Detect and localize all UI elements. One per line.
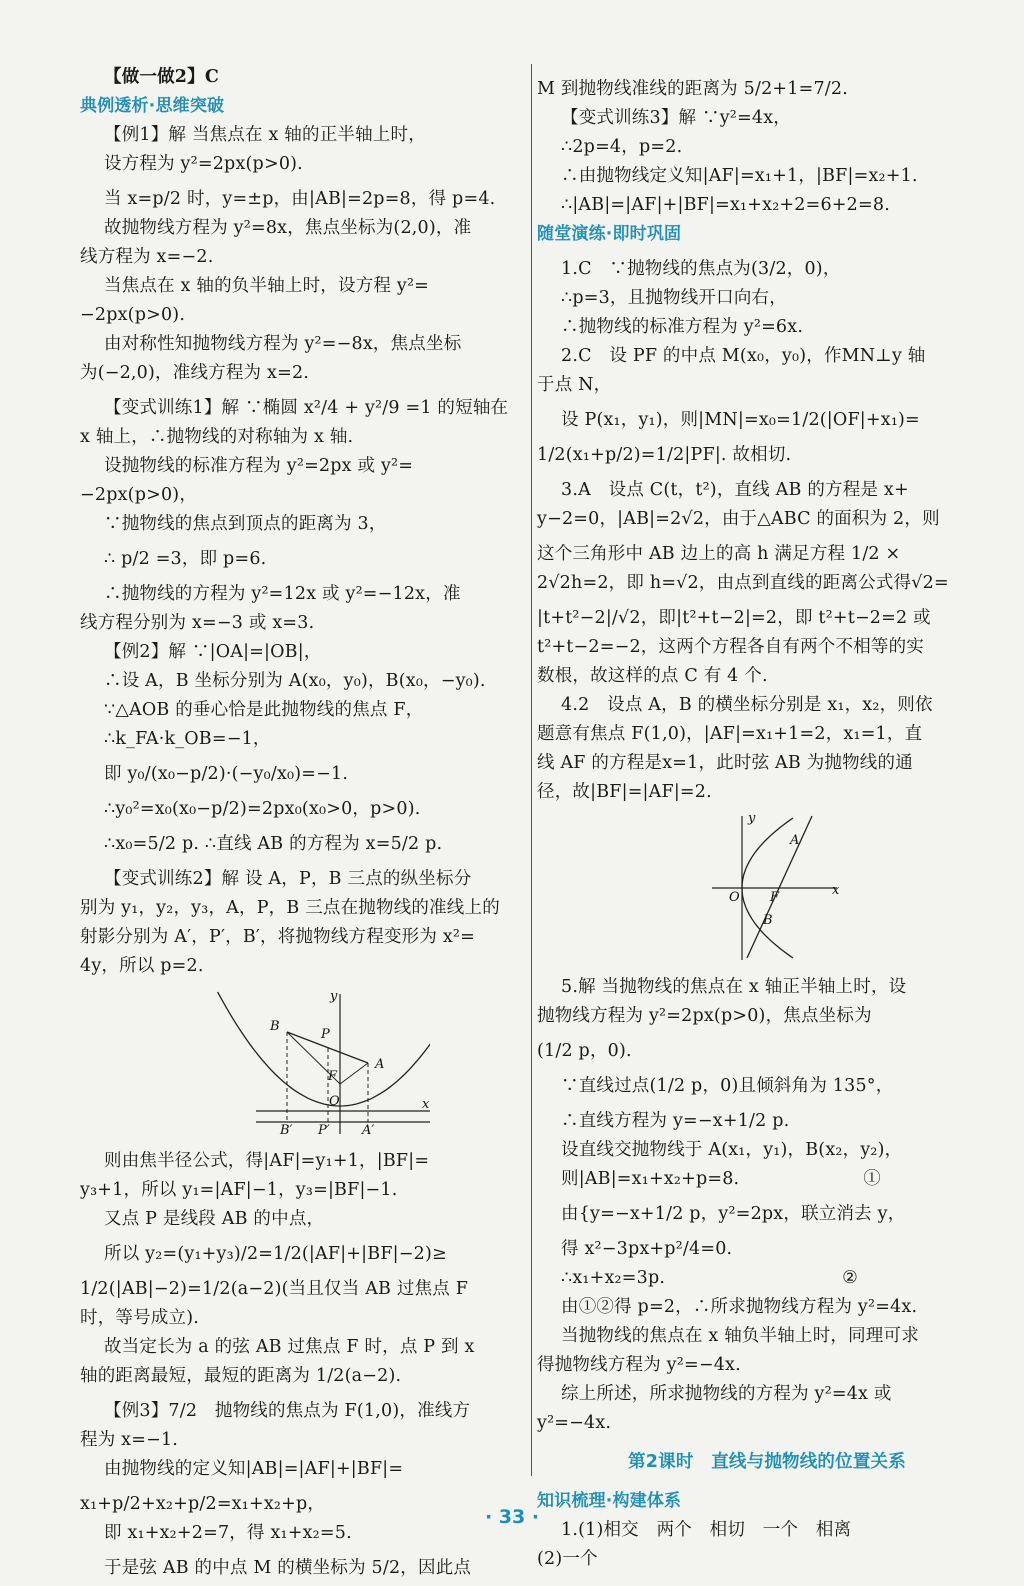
parabola-figure-1: [130, 986, 430, 1136]
label-b-prime: B′: [280, 1123, 293, 1136]
text-line: 则由焦半径公式，得|AF|=y₁+1，|BF|=: [104, 1151, 430, 1171]
text-line: 别为 y₁，y₂，y₃，A，P，B 三点在抛物线的准线上的: [80, 898, 500, 918]
text-line: (2)一个: [537, 1549, 598, 1569]
text-line: 【例2】解 ∵|OA|=|OB|，: [104, 642, 322, 662]
lesson-title: 第2课时 直线与抛物线的位置关系: [628, 1452, 906, 1472]
text-line: 抛物线方程为 y²=2px(p>0)，焦点坐标为: [537, 1006, 872, 1026]
section-heading: 随堂演练·即时巩固: [537, 224, 682, 244]
text-line: 【变式训练3】解 ∵y²=4x，: [561, 108, 791, 128]
text-line: ∴p=3，且抛物线开口向右，: [561, 288, 787, 308]
text-line: 即 y₀/(x₀−p/2)·(−y₀/x₀)=−1.: [104, 764, 349, 784]
text-line: 线方程分别为 x=−3 或 x=3.: [80, 613, 315, 633]
text-line: 程为 x=−1.: [80, 1430, 179, 1450]
label-x: x: [832, 883, 840, 898]
text-line: 5.解 当抛物线的焦点在 x 轴正半轴上时，设: [561, 977, 907, 997]
text-line: 轴的距离最短，最短的距离为 1/2(a−2).: [80, 1366, 402, 1386]
text-line: x 轴上，∴抛物线的对称轴为 x 轴.: [80, 427, 354, 447]
left-column: [80, 66, 526, 1586]
label-b: B: [270, 1019, 280, 1034]
text-line: t²+t−2=−2，这两个方程各自有两个不相等的实: [537, 637, 924, 657]
text-line: 当抛物线的焦点在 x 轴负半轴上时，同理可求: [561, 1326, 919, 1346]
text-line: y₃+1，所以 y₁=|AF|−1，y₃=|BF|−1.: [80, 1180, 398, 1200]
label-p-prime: P′: [318, 1123, 330, 1136]
label-a-prime: A′: [362, 1123, 375, 1136]
text-line: ∴2p=4，p=2.: [561, 137, 683, 157]
text-line: 由{y=−x+1/2 p，y²=2px，联立消去 y，: [561, 1204, 906, 1224]
label-a: A: [375, 1057, 385, 1072]
text-line: ∴设 A，B 坐标分别为 A(x₀，y₀)，B(x₀，−y₀).: [104, 671, 486, 691]
text-line: y−2=0，|AB|=2√2，由于△ABC 的面积为 2，则: [537, 509, 940, 529]
text-line: 当 x=p/2 时，y=±p，由|AB|=2p=8，得 p=4.: [104, 189, 496, 209]
figure: [537, 812, 997, 966]
text-line: 这个三角形中 AB 边上的高 h 满足方程 1/2 ×: [537, 544, 901, 564]
text-line: ∴由抛物线定义知|AF|=x₁+1，|BF|=x₂+1.: [561, 166, 918, 186]
text-line: 【例1】解 当焦点在 x 轴的正半轴上时，: [104, 125, 426, 145]
label-o: O: [729, 890, 740, 905]
section-heading: 典例透析·思维突破: [80, 96, 225, 116]
text-line: 数根，故这样的点 C 有 4 个.: [537, 666, 768, 686]
page-number: · 33 ·: [484, 1506, 540, 1528]
text-line: ∴直线方程为 y=−x+1/2 p.: [561, 1111, 790, 1131]
text-line: 由①②得 p=2，∴所求抛物线方程为 y²=4x.: [561, 1297, 918, 1317]
text-line: 4y，所以 p=2.: [80, 956, 204, 976]
text-line: ∴k_FA·k_OB=−1，: [104, 729, 271, 749]
text-line: 由对称性知抛物线方程为 y²=−8x，焦点坐标: [104, 334, 462, 354]
text-line: 即 x₁+x₂+2=7，得 x₁+x₂=5.: [104, 1523, 352, 1543]
text-line: 得 x²−3px+p²/4=0.: [561, 1239, 733, 1259]
text-line: 则|AB|=x₁+x₂+p=8. ①: [561, 1169, 881, 1189]
text-line: 4.2 设点 A，B 的横坐标分别是 x₁，x₂，则依: [561, 695, 933, 715]
label-p: P: [321, 1027, 330, 1042]
text-line: 1.(1)相交 两个 相切 一个 相离: [561, 1520, 852, 1540]
text-line: ∴ p/2 =3，即 p=6.: [104, 549, 267, 569]
section-heading: 知识梳理·构建体系: [537, 1491, 682, 1511]
text-line: 设 P(x₁，y₁)，则|MN|=x₀=1/2(|OF|+x₁)=: [561, 410, 920, 430]
text-line: 得抛物线方程为 y²=−4x.: [537, 1355, 741, 1375]
figure: [130, 986, 526, 1140]
text-line: ∵△AOB 的垂心恰是此抛物线的焦点 F，: [104, 700, 424, 720]
text-line: ∴|AB|=|AF|+|BF|=x₁+x₂+2=6+2=8.: [561, 195, 890, 215]
text-line: 设方程为 y²=2px(p>0).: [104, 154, 303, 174]
text-line: 为(−2,0)，准线方程为 x=2.: [80, 363, 310, 383]
line-ab: [747, 816, 812, 958]
label-f: F: [770, 890, 780, 905]
text-line: 题意有焦点 F(1,0)，|AF|=x₁+1=2，x₁=1，直: [537, 724, 923, 744]
label-y: y: [330, 989, 338, 1004]
text-line: ∴抛物线的方程为 y²=12x 或 y²=−12x，准: [104, 584, 461, 604]
text-line: 1/2(x₁+p/2)=1/2|PF|. 故相切.: [537, 445, 792, 465]
text-line: |t+t²−2|/√2，即|t²+t−2|=2，即 t²+t−2=2 或: [537, 608, 931, 628]
text-line: ∴y₀²=x₀(x₀−p/2)=2px₀(x₀>0，p>0).: [104, 799, 421, 819]
text-line: 时，等号成立).: [80, 1308, 199, 1328]
text-line: 【变式训练2】解 设 A，P，B 三点的纵坐标分: [104, 869, 472, 889]
label-a: A: [790, 833, 800, 848]
text-line: 2√2h=2，即 h=√2，由点到直线的距离公式得√2=: [537, 573, 949, 593]
parabola-curve: [218, 992, 430, 1106]
text-line: (1/2 p，0).: [537, 1041, 632, 1061]
text-line: ∵抛物线的焦点到顶点的距离为 3，: [104, 514, 387, 534]
text-line: 3.A 设点 C(t，t²)，直线 AB 的方程是 x+: [561, 480, 909, 500]
text-line: 1.C ∵抛物线的焦点为(3/2，0)，: [561, 259, 841, 279]
text-line: 于点 N，: [537, 375, 612, 395]
text-line: −2px(p>0)，: [80, 485, 198, 505]
text-line: 【做一做2】C: [104, 67, 220, 87]
text-line: y²=−4x.: [537, 1413, 612, 1433]
text-line: 故抛物线方程为 y²=8x，焦点坐标为(2,0)，准: [104, 218, 472, 238]
text-line: 于是弦 AB 的中点 M 的横坐标为 5/2，因此点: [104, 1558, 472, 1578]
text-line: 又点 P 是线段 AB 的中点，: [104, 1209, 325, 1229]
text-line: 【变式训练1】解 ∵椭圆 x²/4 + y²/9 =1 的短轴在: [104, 398, 509, 418]
parabola-figure-2: [537, 812, 997, 962]
text-line: M 到抛物线准线的距离为 5/2+1=7/2.: [537, 79, 848, 99]
label-b: B: [763, 913, 773, 928]
text-line: 综上所述，所求抛物线的方程为 y²=4x 或: [561, 1384, 892, 1404]
text-line: −2px(p>0).: [80, 305, 186, 325]
text-line: 设直线交抛物线于 A(x₁，y₁)，B(x₂，y₂)，: [561, 1140, 903, 1160]
text-line: 【例3】7/2 抛物线的焦点为 F(1,0)，准线方: [104, 1401, 471, 1421]
text-line: 1/2(|AB|−2)=1/2(a−2)(当且仅当 AB 过焦点 F: [80, 1279, 469, 1299]
text-line: 由抛物线的定义知|AB|=|AF|+|BF|=: [104, 1459, 404, 1479]
text-line: 线 AF 的方程是x=1，此时弦 AB 为抛物线的通: [537, 753, 913, 773]
text-line: 射影分别为 A′，P′，B′，将抛物线方程变形为 x²=: [80, 927, 475, 947]
text-line: ∴x₀=5/2 p. ∴直线 AB 的方程为 x=5/2 p.: [104, 834, 443, 854]
text-line: 线方程为 x=−2.: [80, 247, 214, 267]
label-y: y: [748, 812, 756, 826]
text-line: 所以 y₂=(y₁+y₃)/2=1/2(|AF|+|BF|−2)≥: [104, 1244, 447, 1264]
text-line: 2.C 设 PF 的中点 M(x₀，y₀)，作MN⊥y 轴: [561, 346, 926, 366]
text-line: ∴x₁+x₂=3p. ②: [561, 1268, 859, 1288]
label-x: x: [422, 1097, 430, 1112]
text-line: 设抛物线的标准方程为 y²=2px 或 y²=: [104, 456, 414, 476]
column-divider: [531, 64, 532, 1476]
right-column: [537, 66, 997, 1577]
text-line: ∴抛物线的标准方程为 y²=6x.: [561, 317, 804, 337]
text-line: x₁+p/2+x₂+p/2=x₁+x₂+p，: [80, 1494, 326, 1514]
text-line: ∵直线过点(1/2 p，0)且倾斜角为 135°，: [561, 1076, 894, 1096]
text-line: 当焦点在 x 轴的负半轴上时，设方程 y²=: [104, 276, 430, 296]
text-line: 故当定长为 a 的弦 AB 过焦点 F 时，点 P 到 x: [104, 1337, 475, 1357]
label-f: F: [328, 1069, 338, 1084]
label-o: O: [329, 1094, 340, 1109]
text-line: 径，故|BF|=|AF|=2.: [537, 782, 712, 802]
